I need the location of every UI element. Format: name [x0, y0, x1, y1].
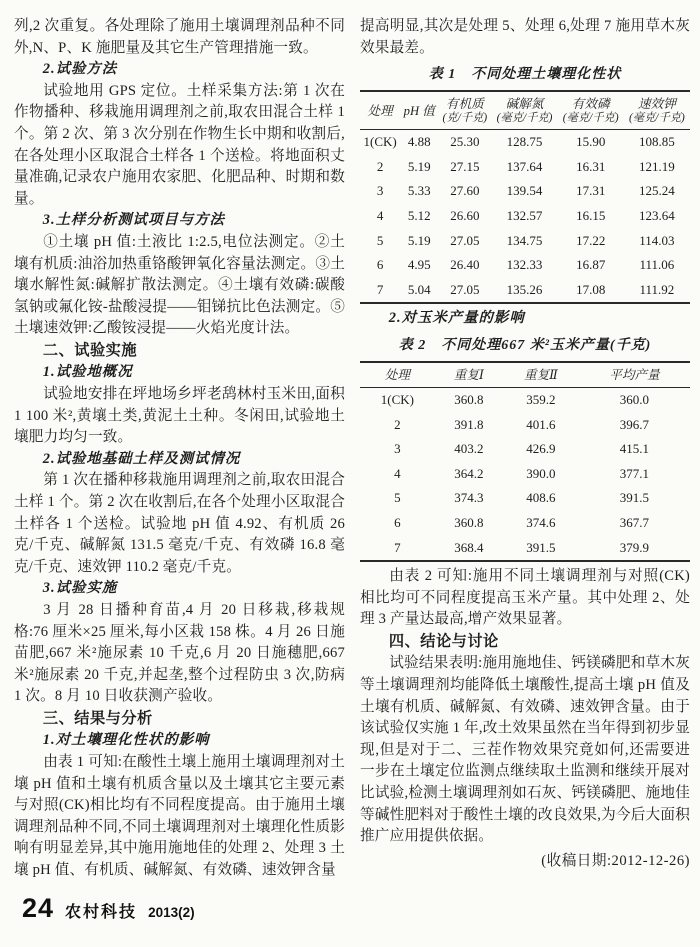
- journal-name: 农村科技: [65, 904, 138, 921]
- table-cell: 3: [376, 183, 384, 199]
- table-row: [360, 413, 690, 438]
- column-header: 平均产量: [609, 367, 660, 382]
- table-cell: 367.7: [619, 514, 650, 530]
- table-row: [360, 229, 690, 254]
- table-cell: 5.04: [407, 281, 431, 297]
- column-header: 有机质 (克/千克): [442, 97, 488, 125]
- paragraph-effect: 由表 1 可知:在酸性土壤上施用土壤调理剂对土壤 pH 值和土壤有机质含量以及土壤其它主要元素与对照(CK)相比均有不同程度提高。由于施用土壤调理剂品种不同,不同土壤调理剂对土壤理化性质影响有明显差异,其中施用施地佳的处理 2、处理 3 土壤 pH 值、有机质、碱解氮、有效磷、速效钾含量: [14, 754, 345, 878]
- table-cell: 6: [376, 257, 384, 273]
- table-cell: 132.57: [506, 207, 543, 223]
- table-cell: 1(CK): [380, 391, 414, 407]
- table-cell: 139.54: [506, 183, 543, 199]
- table-cell: 377.1: [619, 465, 650, 481]
- table-cell: 125.24: [639, 183, 675, 199]
- table-cell: 360.8: [454, 514, 484, 530]
- table-soil-properties: [360, 90, 690, 304]
- table-cell: 4.88: [407, 134, 431, 150]
- table-cell: 27.05: [450, 281, 480, 297]
- table-cell: 374.6: [526, 514, 556, 530]
- table-cell: 17.31: [576, 183, 606, 199]
- table-row: [360, 130, 690, 155]
- table-row: [360, 179, 690, 204]
- table-cell: 396.7: [619, 416, 650, 432]
- column-header: 处理: [384, 367, 410, 382]
- column-header: 速效钾 (毫克/千克): [628, 97, 685, 125]
- table-cell: 390.0: [526, 465, 556, 481]
- table-cell: 111.06: [639, 257, 675, 273]
- paragraph-analysis: ①土壤 pH 值:土液比 1:2.5,电位法测定。②土壤有机质:油浴加热重铬酸钾氧化容量法测定。③土壤水解性氮:碱解扩散法测定。④土壤有效磷:碳酸氢钠或氟化铵-盐酸浸提——钼锑抗比色法测定。⑤土壤速效钾:乙酸铵浸提——火焰光度计法。: [14, 233, 345, 337]
- table-cell: 5.19: [407, 158, 431, 174]
- table-row: [360, 486, 690, 511]
- table-cell: 368.4: [454, 539, 484, 555]
- subsection-heading-site: 1.试验地概况: [42, 364, 133, 381]
- paragraph-site: 试验地安排在坪地场乡坪老鸹林村玉米田,面积 1 100 米²,黄壤土类,黄泥土土种。冬闲田,试验地土壤肥力均匀一致。: [14, 386, 345, 446]
- subsection-heading-implement: 3.试验实施: [42, 580, 118, 597]
- table-cell: 7: [376, 281, 384, 297]
- table-row: [360, 511, 690, 536]
- table-cell: 5: [376, 232, 384, 248]
- table-cell: 5.12: [407, 207, 431, 223]
- subsection-heading-basesoil: 2.试验地基础土样及测试情况: [42, 450, 241, 467]
- table-cell: 415.1: [619, 441, 650, 457]
- table-cell: 364.2: [454, 465, 484, 481]
- right-column: [360, 16, 690, 872]
- table-row: [360, 536, 690, 562]
- paragraph-implement: 3 月 28 日播种育苗,4 月 20 日移栽,移栽规格:76 厘米×25 厘米,每小区栽 158 株。4 月 26 日施苗肥,667 米²施尿素 10 千克,6 月 20 日施穗肥,667 米²施尿素 20 千克,并起垄,整个过程防虫 3 次,防病 1 次。8 月 10 日收获测产验收。: [14, 601, 345, 705]
- subsection-heading-yield: 2.对玉米产量的影响: [388, 310, 525, 327]
- table-row: [360, 462, 690, 487]
- table-row: [360, 253, 690, 278]
- table-cell: 5.19: [407, 232, 431, 248]
- subsection-heading-method: 2.试验方法: [42, 61, 118, 78]
- table-cell: 123.64: [639, 207, 675, 223]
- section-heading-conclusion: 四、结论与讨论: [388, 632, 499, 650]
- paragraph-table2-discussion: 由表 2 可知:施用不同土壤调理剂与对照(CK)相比均可不同程度提高玉米产量。其中处理 2、处理 3 产量达最高,增产效果显著。: [360, 568, 690, 628]
- table-cell: 2: [394, 416, 401, 432]
- paragraph-carryover: 列,2 次重复。各处理除了施用土壤调理剂品种不同外,N、P、K 施肥量及其它生产管理措施一致。: [14, 18, 345, 56]
- table-cell: 15.90: [576, 134, 606, 150]
- table-cell: 114.03: [639, 232, 675, 248]
- column-header: 碱解氮 (毫克/千克): [496, 97, 553, 125]
- table1-body: [360, 130, 690, 304]
- table-cell: 374.3: [454, 490, 484, 506]
- table-cell: 391.5: [526, 539, 556, 555]
- column-header: 重复Ⅱ: [524, 367, 558, 382]
- table-cell: 1(CK): [363, 134, 397, 150]
- table-cell: 379.9: [619, 539, 650, 555]
- table-row: [360, 387, 690, 412]
- section-heading-implementation: 二、试验实施: [42, 341, 137, 359]
- table-cell: 4.95: [407, 257, 431, 273]
- table1-head: [360, 91, 690, 130]
- table-row: [360, 204, 690, 229]
- paragraph-method: 试验地用 GPS 定位。土样采集方法:第 1 次在作物播种、移栽施用调理剂之前,取农田混合土样 1 个。第 2 次、第 3 次分别在作物生长中期和收割后,在各处理小区取混合土样各 1 个送检。将地面积丈量准确,记录农户施用农家肥、化肥品种、时期和数量。: [14, 82, 345, 207]
- table-maize-yield: [360, 361, 690, 562]
- table-header-row: [360, 91, 690, 130]
- table-cell: 108.85: [639, 134, 675, 150]
- left-column: [14, 16, 345, 882]
- page-number: 24: [22, 893, 55, 923]
- table2-caption: 表 2 不同处理667 米²玉米产量(千克): [398, 337, 652, 353]
- table-header-row: [360, 362, 690, 388]
- column-header: 重复Ⅰ: [453, 367, 484, 382]
- paragraph-carryover-right: 提高明显,其次是处理 5、处理 6,处理 7 施用草木灰效果最差。: [360, 18, 690, 56]
- table1-caption: 表 1 不同处理土壤理化性状: [428, 67, 622, 83]
- table-cell: 391.8: [454, 416, 484, 432]
- received-date: (收稿日期:2012-12-26): [541, 852, 690, 869]
- table-row: [360, 155, 690, 180]
- table-cell: 16.31: [576, 158, 606, 174]
- table2-body: [360, 387, 690, 561]
- table-cell: 137.64: [506, 158, 543, 174]
- table-cell: 134.75: [506, 232, 543, 248]
- table-cell: 4: [394, 465, 401, 481]
- table-cell: 5.33: [407, 183, 431, 199]
- table-cell: 128.75: [506, 134, 543, 150]
- table-cell: 135.26: [506, 281, 543, 297]
- subsection-heading-analysis: 3.土样分析测试项目与方法: [42, 212, 225, 229]
- table-cell: 27.60: [450, 183, 480, 199]
- table-cell: 359.2: [526, 391, 556, 407]
- table-cell: 121.19: [639, 158, 675, 174]
- column-header: 有效磷 (毫克/千克): [562, 97, 619, 125]
- page-footer: [22, 893, 195, 924]
- table-cell: 17.22: [576, 232, 606, 248]
- table-cell: 408.6: [526, 490, 556, 506]
- table-cell: 26.60: [450, 207, 480, 223]
- table-cell: 360.8: [454, 391, 484, 407]
- table-cell: 25.30: [450, 134, 480, 150]
- journal-issue: 2013(2): [148, 905, 195, 920]
- table-cell: 403.2: [454, 441, 484, 457]
- table-cell: 27.15: [450, 158, 480, 174]
- table-cell: 391.5: [619, 490, 650, 506]
- table-cell: 5: [394, 490, 401, 506]
- table-cell: 26.40: [450, 257, 480, 273]
- table-cell: 27.05: [450, 232, 480, 248]
- table-cell: 2: [376, 158, 384, 174]
- paragraph-conclusion: 试验结果表明:施用施地佳、钙镁磷肥和草木灰等土壤调理剂均能降低土壤酸性,提高土壤 pH 值及土壤有机质、碱解氮、有效磷、速效钾含量。由于该试验仅实施 1 年,改土效果虽然在当年得到初步显现,但是对于二、三茬作物效果究竟如何,还需要进一步在土壤定位监测点继续取土监测和继续开展对比试验,检测土壤调理剂如石灰、钙镁磷肥、施地佳等碱性肥料对于酸性土壤的改良效果,为今后大面积推广应用提供依据。: [360, 655, 690, 845]
- table-cell: 4: [376, 207, 384, 223]
- table-cell: 401.6: [526, 416, 556, 432]
- table-cell: 6: [394, 514, 401, 530]
- subsection-heading-effect: 1.对土壤理化性状的影响: [42, 732, 210, 749]
- table-cell: 7: [394, 539, 401, 555]
- column-header: 处理: [367, 103, 393, 118]
- table2-head: [360, 362, 690, 388]
- table-cell: 16.87: [576, 257, 606, 273]
- table-cell: 16.15: [576, 207, 606, 223]
- section-heading-results: 三、结果与分析: [42, 709, 153, 727]
- table-row: [360, 278, 690, 304]
- table-row: [360, 437, 690, 462]
- table-cell: 111.92: [639, 281, 675, 297]
- table-cell: 132.33: [506, 257, 543, 273]
- paragraph-basesoil: 第 1 次在播种移栽施用调理剂之前,取农田混合土样 1 个。第 2 次在收割后,在各个处理小区取混合土样各 1 个送检。试验地 pH 值 4.92、有机质 26 克/千克、碱解氮 131.5 毫克/千克、有效磷 16.8 毫克/千克、速效钾 110.2 毫克/千克。: [14, 472, 345, 575]
- table-cell: 360.0: [619, 391, 650, 407]
- table-cell: 426.9: [526, 441, 556, 457]
- table-cell: 17.08: [576, 281, 606, 297]
- column-header: pH 值: [403, 103, 435, 118]
- table-cell: 3: [394, 441, 401, 457]
